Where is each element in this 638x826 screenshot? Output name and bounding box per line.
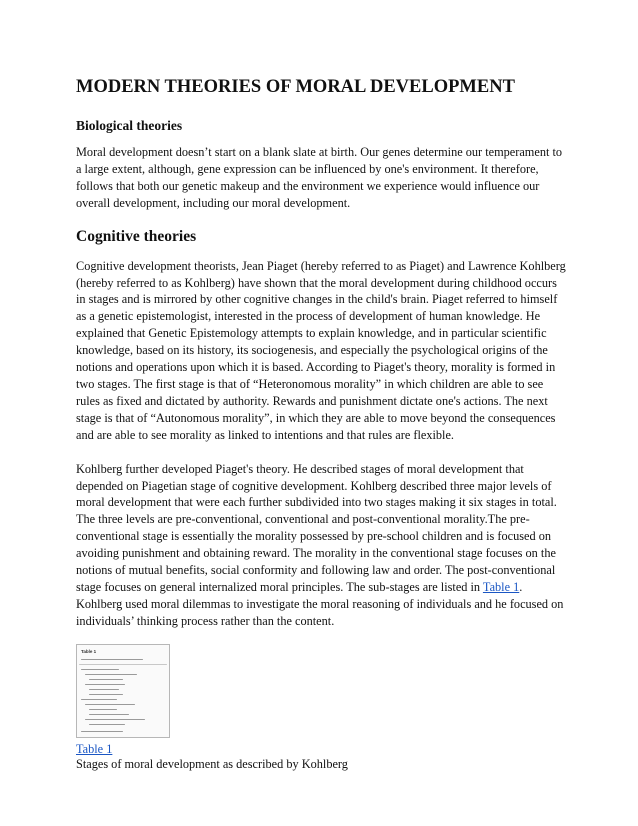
thumbnail-text-line [85, 684, 125, 685]
document-title: MODERN THEORIES OF MORAL DEVELOPMENT [76, 77, 515, 97]
thumbnail-text-line [85, 674, 137, 675]
paragraph-cognitive-piaget: Cognitive development theorists, Jean Piaget (hereby referred to as Piaget) and Lawrence Kohlberg (hereby referred to as Kohlberg) have shown that the moral development during childhood occurs in stages and is mirrored by other cognitive changes in the child's brain. Piaget referred to himself as a genetic epistemologist, interested in the process of development of human knowledge. He explained that Genetic Epistemology attempts to explain knowledge, and in particular scientific knowledge, based on its history, its sociogenesis, and especially the psychological origins of the notions and operations upon which it is based. According to Piaget's theory, morality is formed in two stages. The first stage is that of “Heteronomous morality” in which children are able to see rules as fixed and dictated by authority. Rewards and punishment dictate one's actions. The next stage is that of “Autonomous morality”, in which they are able to move beyond the consequences and are able to see morality as linked to intentions and that rules are flexible. [76, 258, 566, 442]
thumbnail-text-line [85, 719, 145, 720]
table-1-thumbnail-title: Table 1 [81, 648, 97, 654]
table-1-thumbnail[interactable] [76, 644, 170, 738]
thumbnail-text-line [89, 694, 123, 695]
paragraph-cognitive-kohlberg [76, 461, 566, 630]
table-1-caption-link[interactable]: Table 1 [76, 741, 113, 756]
thumbnail-text-line [89, 709, 117, 710]
thumbnail-rule [79, 664, 167, 665]
thumbnail-text-line [81, 669, 119, 670]
thumbnail-text-line [81, 731, 123, 732]
thumbnail-text-line [89, 724, 125, 725]
thumbnail-text-line [89, 679, 123, 680]
document-content [76, 76, 566, 772]
table-1-inline-link[interactable]: Table 1 [482, 579, 520, 594]
thumbnail-text-line [81, 699, 117, 700]
paragraph-biological: Moral development doesn’t start on a blank slate at birth. Our genes determine our temperament to a large extent, although, gene expression can be influenced by one's environment. It therefore, follows that both our genetic makeup and the environment we experience would influence our overall development, including our moral development. [76, 145, 563, 210]
section-heading-biological: Biological theories [76, 118, 183, 133]
thumbnail-text-line [85, 704, 135, 705]
section-heading-cognitive: Cognitive theories [76, 227, 197, 245]
thumbnail-text-line [89, 689, 119, 690]
figure-caption-link-row [76, 742, 566, 757]
figure-caption: Stages of moral development as described by Kohlberg [76, 756, 348, 771]
paragraph-kohlberg-text-after: . Kohlberg used moral dilemmas to investigate the moral reasoning of individuals and he focused on individuals’ thinking process rather than the content. [76, 579, 564, 628]
thumbnail-text-line [89, 714, 129, 715]
paragraph-kohlberg-text-before: Kohlberg further developed Piaget's theory. He described stages of moral development that depended on Piagetian stage of cognitive development. Kohlberg described three major levels of moral development that were each further subdivided into two stages making it six stages in total. The three levels are pre-conventional, conventional and post-conventional morality.The pre-conventional stage is essentially the morality possessed by pre-school children and is focused on avoiding punishment and obtaining reward. The morality in the conventional stage focuses on the notions of mutual benefits, social conformity and following law and order. The post-conventional stage focuses on general internalized moral principles. The sub-stages are listed in [76, 461, 557, 594]
thumbnail-text-line [81, 659, 143, 660]
